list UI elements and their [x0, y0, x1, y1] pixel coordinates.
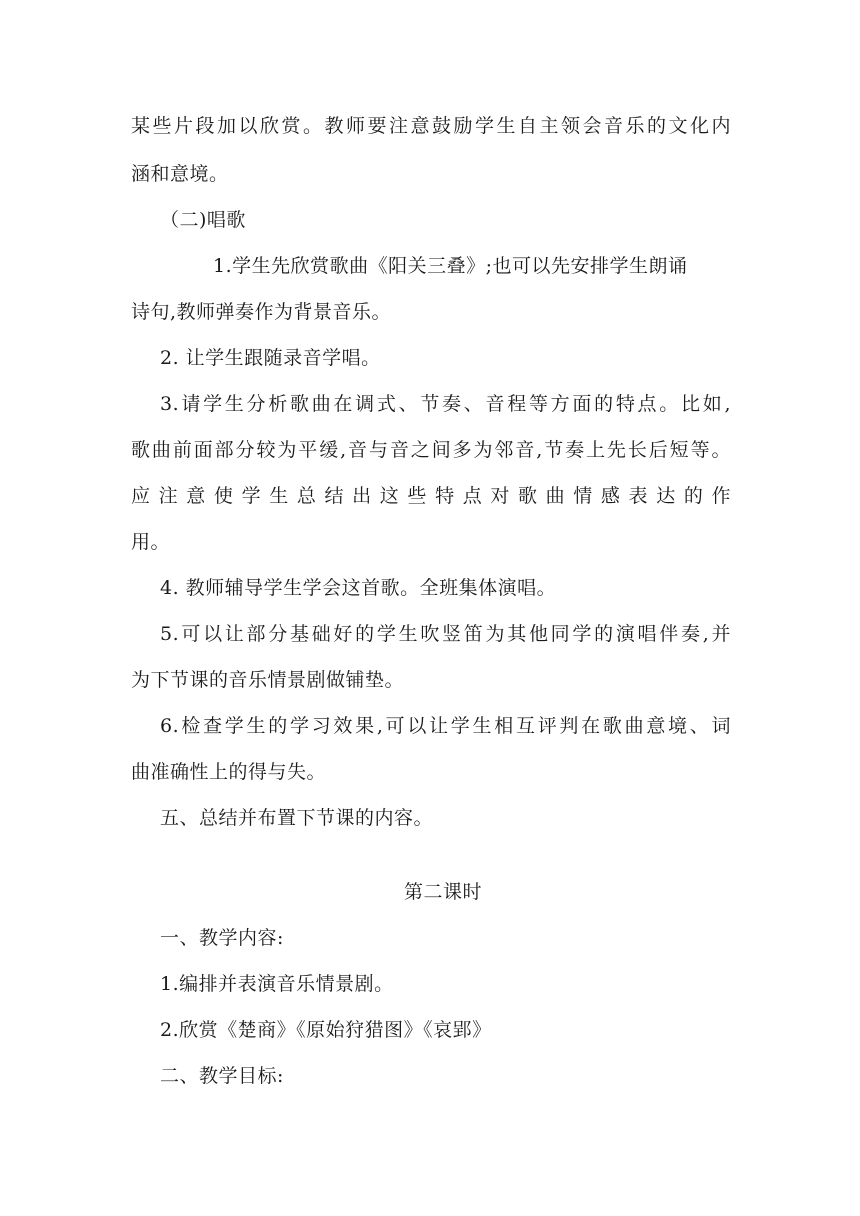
paragraph-line: 用。 — [131, 531, 171, 553]
paragraph-line: 2. 让学生跟随录音学唱。 — [160, 347, 381, 369]
lesson-title: 第二课时 — [403, 881, 482, 903]
paragraph-line: 歌曲前面部分较为平缓,音与音之间多为邻音,节奏上先长后短等。 — [131, 439, 731, 461]
paragraph-line: 1.编排并表演音乐情景剧。 — [160, 973, 394, 995]
paragraph-line: 1.学生先欣赏歌曲《阳关三叠》;也可以先安排学生朗诵 — [213, 255, 688, 277]
paragraph-line: 应注意使学生总结出这些特点对歌曲情感表达的作 — [131, 485, 731, 507]
paragraph-line: 为下节课的音乐情景剧做铺垫。 — [131, 669, 405, 691]
paragraph-line: 4. 教师辅导学生学会这首歌。全班集体演唱。 — [160, 577, 557, 599]
paragraph-line: 某些片段加以欣赏。教师要注意鼓励学生自主领会音乐的文化内 — [131, 115, 731, 137]
section-heading: 一、教学内容: — [160, 927, 284, 949]
paragraph-line: 涵和意境。 — [131, 163, 229, 185]
paragraph-line: 5.可以让部分基础好的学生吹竖笛为其他同学的演唱伴奏,并 — [160, 623, 731, 645]
section-heading: （二)唱歌 — [160, 209, 246, 231]
section-heading: 五、总结并布置下节课的内容。 — [160, 807, 434, 829]
paragraph-line: 诗句,教师弹奏作为背景音乐。 — [131, 301, 392, 323]
paragraph-line: 曲准确性上的得与失。 — [131, 761, 327, 783]
paragraph-line: 3.请学生分析歌曲在调式、节奏、音程等方面的特点。比如, — [160, 393, 731, 415]
paragraph-line: 6.检查学生的学习效果,可以让学生相互评判在歌曲意境、词 — [160, 715, 731, 737]
section-heading: 二、教学目标: — [160, 1065, 284, 1087]
paragraph-line: 2.欣赏《楚商》《原始狩猎图》《哀郢》 — [160, 1019, 492, 1041]
